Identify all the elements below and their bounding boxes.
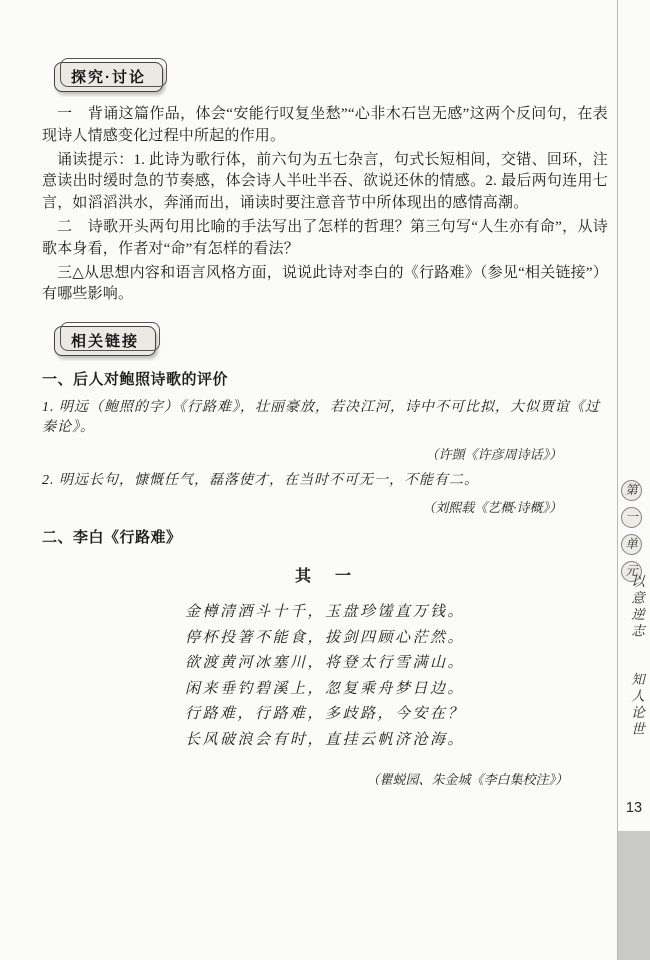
critic-quote-2-source: （刘熙载《艺概·诗概》） bbox=[422, 500, 562, 516]
links-item1-title: 一、后人对鲍照诗歌的评价 bbox=[42, 372, 229, 389]
unit-char-badge: 第 bbox=[621, 480, 642, 501]
question-2: 二 诗歌开头两句用比喻的手法写出了怎样的哲理？第三句写“人生亦有命”，从诗歌本身看，作者对“命”有怎样的看法？ bbox=[42, 218, 608, 257]
poem-line: 金樽清酒斗十千，玉盘珍馐直万钱。 bbox=[184, 604, 465, 621]
question-1: 一 背诵这篇作品，体会“安能行叹复坐愁”“心非木石岂无感”这两个反问句，在表现诗人情感变化过程中所起的作用。 bbox=[42, 106, 608, 144]
margin-divider-line bbox=[617, 0, 618, 960]
links-item2-title: 二、李白《行路难》 bbox=[42, 530, 182, 547]
unit-char-badge: 一 bbox=[621, 507, 642, 528]
poem-title: 其 一 bbox=[294, 568, 355, 586]
unit-theme-line-1: 以意逆志 bbox=[629, 574, 644, 640]
critic-quote-1: 1. 明远（鲍照的字）《行路难》，壮丽豪放，若决江河，诗中不可比拟，大似贾谊《过秦论》。 bbox=[42, 400, 600, 436]
corner-gray-block bbox=[618, 831, 650, 960]
unit-char-badge: 单 bbox=[621, 534, 642, 555]
unit-theme-line-2: 知人论世 bbox=[629, 672, 644, 738]
poem-line: 欲渡黄河冰塞川，将登太行雪满山。 bbox=[184, 655, 465, 672]
poem-line: 长风破浪会有时，直挂云帆济沧海。 bbox=[184, 731, 465, 748]
explore-discuss-header bbox=[54, 62, 608, 92]
unit-theme-vertical-text bbox=[626, 574, 646, 774]
related-links-header-box: 相关链接 bbox=[54, 326, 156, 356]
poem-source: （瞿蜕园、朱金城《李白集校注》） bbox=[366, 772, 568, 788]
page-number: 13 bbox=[625, 800, 643, 816]
unit-char-badge: 元 bbox=[621, 561, 642, 582]
unit-number-badges bbox=[621, 480, 643, 588]
page-content bbox=[42, 56, 608, 796]
question-3: 三△从思想内容和语言风格方面，说说此诗对李白的《行路难》（参见“相关链接”）有哪些影响。 bbox=[42, 264, 608, 303]
poem-line: 行路难，行路难，多歧路，今安在？ bbox=[184, 706, 465, 723]
poem-block bbox=[185, 600, 465, 753]
critic-quote-1-source: （许顗《许彦周诗话》） bbox=[425, 447, 562, 463]
recitation-hint: 诵读提示：1. 此诗为歌行体，前六句为五七杂言，句式长短相间，交错、回环，注意读出时缓时急的节奏感，体会诗人半吐半吞、欲说还休的情感。2. 最后两句连用七言，如滔滔洪水，奔涌而出，诵读时要注意音节中所体现出的感情高潮。 bbox=[42, 151, 608, 212]
poem-line: 停杯投箸不能食，拔剑四顾心茫然。 bbox=[184, 629, 465, 646]
related-links-header bbox=[54, 326, 608, 356]
poem-lines bbox=[185, 600, 465, 753]
poem-line: 闲来垂钓碧溪上，忽复乘舟梦日边。 bbox=[184, 680, 465, 697]
explore-discuss-header-box: 探究·讨论 bbox=[54, 62, 163, 92]
critic-quote-2: 2. 明远长句，慷慨任气，磊落使才，在当时不可无一，不能有二。 bbox=[42, 473, 479, 489]
